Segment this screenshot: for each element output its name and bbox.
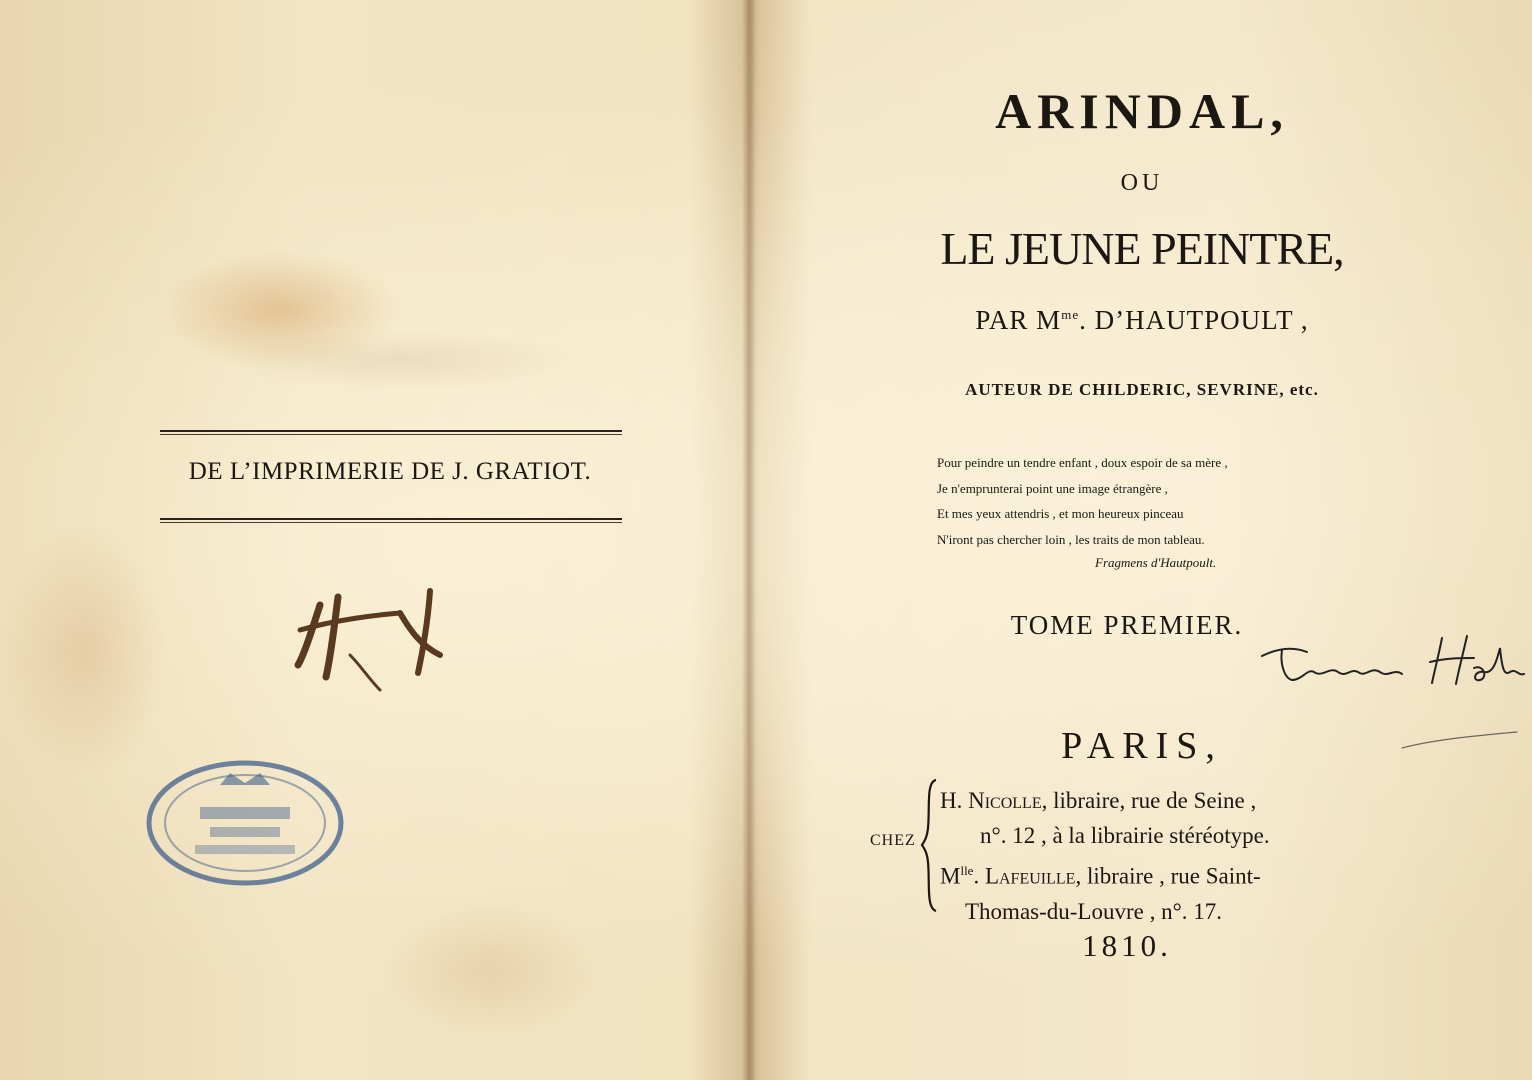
- publisher-line-3: [940, 853, 1270, 894]
- author-line: [752, 305, 1532, 336]
- left-page: [0, 0, 748, 1080]
- epigraph-line: N'iront pas chercher loin , les traits de mon tableau.: [937, 531, 1205, 547]
- imprint-label: DE L’IMPRIMERIE DE J. GRATIOT.: [188, 458, 592, 485]
- publisher-line-1-rest: , libraire, rue de Seine ,: [1041, 788, 1257, 813]
- publisher-address: [940, 783, 1270, 929]
- publisher-line-3-prefix: M: [940, 863, 961, 889]
- author-title-sup: me: [1061, 307, 1080, 322]
- epigraph-line: Pour peindre un tendre enfant , doux espoir de sa mère ,: [937, 455, 1228, 470]
- library-stamp-icon: [140, 755, 350, 890]
- author-name: . D’HAUTPOULT ,: [1079, 305, 1309, 335]
- epigraph-source: Fragmens d'Hautpoult.: [1095, 555, 1217, 570]
- publisher-line-3-sup: lle: [960, 863, 974, 878]
- book-subtitle: LE JEUNE PEINTRE,: [940, 223, 1344, 274]
- epigraph: [937, 450, 1357, 552]
- publisher-line-3-rest: , libraire , rue Saint-: [1075, 863, 1261, 889]
- publisher-line-4: Thomas-du-Louvre , n°. 17.: [965, 898, 1223, 924]
- volume-label: TOME PREMIER.: [1010, 610, 1244, 640]
- publisher-line-2: n°. 12 , à la librairie stéréotype.: [980, 823, 1270, 848]
- curly-brace-icon: [920, 778, 940, 913]
- water-stain: [160, 250, 400, 370]
- publisher-line-1: [940, 783, 1270, 818]
- chez-label: CHEZ: [870, 832, 916, 849]
- publication-year: 1810.: [1082, 928, 1172, 963]
- author-prefix: PAR M: [975, 305, 1062, 335]
- book-title: ARINDAL,: [995, 83, 1289, 139]
- other-works: AUTEUR DE CHILDERIC, SEVRINE, etc.: [965, 380, 1319, 399]
- bleed-through-stain: [220, 330, 580, 390]
- title-connector: OU: [1120, 170, 1164, 196]
- top-rule: [160, 430, 622, 432]
- publisher-name: H. Nicolle: [940, 788, 1042, 813]
- publisher-name: . Lafeuille: [973, 863, 1076, 889]
- right-page: [752, 0, 1532, 1080]
- water-stain: [380, 900, 600, 1040]
- epigraph-line: Et mes yeux attendris , et mon heureux pinceau: [937, 506, 1184, 521]
- handwritten-monogram-icon: [290, 585, 470, 695]
- epigraph-line: Je n'emprunterai point une image étrangère ,: [937, 480, 1168, 496]
- city: PARIS,: [1061, 725, 1223, 767]
- bottom-rule: [160, 518, 622, 520]
- water-stain: [0, 520, 170, 780]
